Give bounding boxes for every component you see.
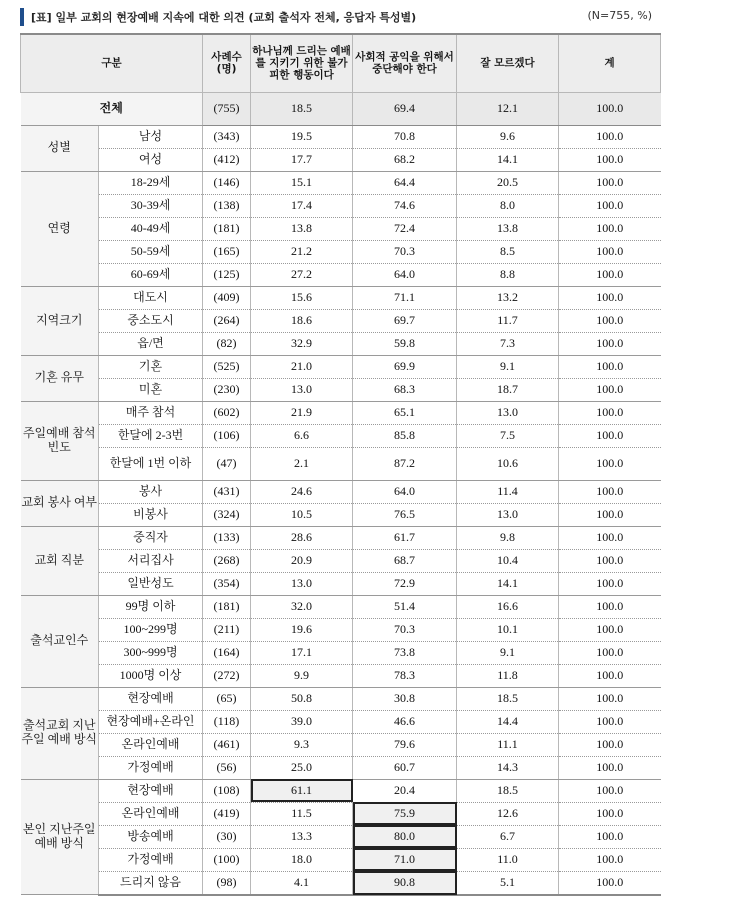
- cell-sample-size: (461): [203, 733, 251, 756]
- group-label: 교회 봉사 여부: [21, 480, 99, 526]
- cell-value-dont-know: 7.5: [457, 424, 559, 447]
- cell-value-should-stop: 76.5: [353, 503, 457, 526]
- row-label: 현장예배: [99, 687, 203, 710]
- total-value-sum: 100.0: [559, 92, 661, 125]
- table-row: [21, 802, 661, 825]
- cell-value-unavoidable: 4.1: [251, 871, 353, 895]
- cell-value-sum: 100.0: [559, 125, 661, 148]
- table-row: [21, 194, 661, 217]
- cell-value-should-stop: 75.9: [353, 802, 457, 825]
- row-label: 중직자: [99, 526, 203, 549]
- cell-sample-size: (118): [203, 710, 251, 733]
- cell-sample-size: (100): [203, 848, 251, 871]
- cell-value-unavoidable: 2.1: [251, 447, 353, 480]
- group-label: 교회 직분: [21, 526, 99, 595]
- table-row: [21, 549, 661, 572]
- cell-value-sum: 100.0: [559, 825, 661, 848]
- cell-sample-size: (133): [203, 526, 251, 549]
- row-label: 18-29세: [99, 171, 203, 194]
- cell-value-should-stop: 90.8: [353, 871, 457, 895]
- row-label: 미혼: [99, 378, 203, 401]
- table-row: [21, 848, 661, 871]
- table-row: [21, 641, 661, 664]
- row-label: 현장예배: [99, 779, 203, 802]
- row-label: 온라인예배: [99, 733, 203, 756]
- header-total: 계: [559, 34, 661, 92]
- table-row: [21, 733, 661, 756]
- cell-value-sum: 100.0: [559, 779, 661, 802]
- cell-value-unavoidable: 24.6: [251, 480, 353, 503]
- cell-value-sum: 100.0: [559, 401, 661, 424]
- table-row: [21, 332, 661, 355]
- caption-accent-bar: [20, 8, 24, 26]
- total-row: [21, 92, 661, 125]
- table-row: [21, 286, 661, 309]
- cell-value-sum: 100.0: [559, 309, 661, 332]
- cell-sample-size: (431): [203, 480, 251, 503]
- cell-value-should-stop: 78.3: [353, 664, 457, 687]
- cell-value-unavoidable: 13.3: [251, 825, 353, 848]
- cell-sample-size: (138): [203, 194, 251, 217]
- cell-value-sum: 100.0: [559, 549, 661, 572]
- cell-value-unavoidable: 11.5: [251, 802, 353, 825]
- cell-value-sum: 100.0: [559, 572, 661, 595]
- table-row: [21, 710, 661, 733]
- group-label: 기혼 유무: [21, 355, 99, 401]
- cell-value-should-stop: 60.7: [353, 756, 457, 779]
- cell-value-should-stop: 69.7: [353, 309, 457, 332]
- cell-sample-size: (272): [203, 664, 251, 687]
- row-label: 30-39세: [99, 194, 203, 217]
- row-label: 1000명 이상: [99, 664, 203, 687]
- cell-value-sum: 100.0: [559, 263, 661, 286]
- cell-value-dont-know: 13.0: [457, 401, 559, 424]
- row-label: 한달에 1번 이하: [99, 447, 203, 480]
- row-label: 서리집사: [99, 549, 203, 572]
- header-option-should-stop: 사회적 공익을 위해서 중단해야 한다: [353, 34, 457, 92]
- cell-value-should-stop: 71.0: [353, 848, 457, 871]
- table-row: [21, 595, 661, 618]
- total-value-unavoidable: 18.5: [251, 92, 353, 125]
- cell-value-dont-know: 14.4: [457, 710, 559, 733]
- cell-value-unavoidable: 21.0: [251, 355, 353, 378]
- cell-value-should-stop: 65.1: [353, 401, 457, 424]
- cell-value-dont-know: 11.7: [457, 309, 559, 332]
- cell-value-dont-know: 14.1: [457, 148, 559, 171]
- cell-value-should-stop: 80.0: [353, 825, 457, 848]
- cell-value-unavoidable: 27.2: [251, 263, 353, 286]
- table-title: [표] 일부 교회의 현장예배 지속에 대한 의견 (교회 출석자 전체, 응답자 특성별): [31, 11, 417, 24]
- cell-sample-size: (354): [203, 572, 251, 595]
- cell-value-sum: 100.0: [559, 802, 661, 825]
- table-row: [21, 572, 661, 595]
- row-label: 방송예배: [99, 825, 203, 848]
- cell-value-dont-know: 14.1: [457, 572, 559, 595]
- table-row: [21, 355, 661, 378]
- cell-sample-size: (164): [203, 641, 251, 664]
- cell-value-unavoidable: 32.9: [251, 332, 353, 355]
- cell-value-unavoidable: 6.6: [251, 424, 353, 447]
- cell-value-should-stop: 51.4: [353, 595, 457, 618]
- cell-sample-size: (230): [203, 378, 251, 401]
- cell-value-sum: 100.0: [559, 171, 661, 194]
- cell-value-sum: 100.0: [559, 447, 661, 480]
- cell-sample-size: (65): [203, 687, 251, 710]
- group-label: 출석교인수: [21, 595, 99, 687]
- cell-sample-size: (409): [203, 286, 251, 309]
- row-label: 매주 참석: [99, 401, 203, 424]
- group-label: 본인 지난주일 예배 방식: [21, 779, 99, 895]
- cell-value-dont-know: 10.1: [457, 618, 559, 641]
- table-row: [21, 756, 661, 779]
- table-row: [21, 503, 661, 526]
- cell-value-dont-know: 18.5: [457, 779, 559, 802]
- cell-value-unavoidable: 39.0: [251, 710, 353, 733]
- cell-value-sum: 100.0: [559, 424, 661, 447]
- cell-value-unavoidable: 17.1: [251, 641, 353, 664]
- cell-value-unavoidable: 50.8: [251, 687, 353, 710]
- cell-value-sum: 100.0: [559, 194, 661, 217]
- cell-value-sum: 100.0: [559, 503, 661, 526]
- row-label: 기혼: [99, 355, 203, 378]
- header-sample-size: 사례수 (명): [203, 34, 251, 92]
- cell-value-sum: 100.0: [559, 355, 661, 378]
- row-label: 가정예배: [99, 756, 203, 779]
- cell-value-should-stop: 71.1: [353, 286, 457, 309]
- cell-value-should-stop: 68.7: [353, 549, 457, 572]
- cell-sample-size: (324): [203, 503, 251, 526]
- cell-value-unavoidable: 10.5: [251, 503, 353, 526]
- total-label: 전체: [21, 92, 203, 125]
- cell-value-sum: 100.0: [559, 710, 661, 733]
- cell-value-sum: 100.0: [559, 733, 661, 756]
- cell-value-dont-know: 9.6: [457, 125, 559, 148]
- cell-value-sum: 100.0: [559, 848, 661, 871]
- table-row: [21, 424, 661, 447]
- cell-value-unavoidable: 17.4: [251, 194, 353, 217]
- cell-value-unavoidable: 21.9: [251, 401, 353, 424]
- cell-value-should-stop: 87.2: [353, 447, 457, 480]
- row-label: 중소도시: [99, 309, 203, 332]
- cell-value-sum: 100.0: [559, 641, 661, 664]
- cell-value-dont-know: 13.8: [457, 217, 559, 240]
- cell-sample-size: (106): [203, 424, 251, 447]
- cell-value-dont-know: 11.0: [457, 848, 559, 871]
- cell-value-should-stop: 68.2: [353, 148, 457, 171]
- table-row: [21, 148, 661, 171]
- row-label: 40-49세: [99, 217, 203, 240]
- cell-value-dont-know: 11.4: [457, 480, 559, 503]
- cell-value-unavoidable: 28.6: [251, 526, 353, 549]
- cell-value-dont-know: 18.7: [457, 378, 559, 401]
- table-row: [21, 618, 661, 641]
- cell-value-dont-know: 9.8: [457, 526, 559, 549]
- table-row: [21, 217, 661, 240]
- cell-value-unavoidable: 61.1: [251, 779, 353, 802]
- table-caption: [20, 8, 660, 26]
- cell-sample-size: (181): [203, 217, 251, 240]
- cell-value-dont-know: 11.1: [457, 733, 559, 756]
- row-label: 대도시: [99, 286, 203, 309]
- row-label: 60-69세: [99, 263, 203, 286]
- header-option-unavoidable: 하나님께 드리는 예배를 지키기 위한 불가피한 행동이다: [251, 34, 353, 92]
- table-row: [21, 309, 661, 332]
- cell-value-should-stop: 70.3: [353, 618, 457, 641]
- cell-value-dont-know: 16.6: [457, 595, 559, 618]
- cell-value-unavoidable: 13.8: [251, 217, 353, 240]
- cell-value-should-stop: 59.8: [353, 332, 457, 355]
- cell-value-dont-know: 5.1: [457, 871, 559, 895]
- cell-value-sum: 100.0: [559, 378, 661, 401]
- cell-value-dont-know: 7.3: [457, 332, 559, 355]
- table-row: [21, 779, 661, 802]
- table-row: [21, 526, 661, 549]
- cell-sample-size: (108): [203, 779, 251, 802]
- row-label: 300~999명: [99, 641, 203, 664]
- cell-value-sum: 100.0: [559, 526, 661, 549]
- cell-value-dont-know: 12.6: [457, 802, 559, 825]
- table-row: [21, 687, 661, 710]
- cell-value-should-stop: 70.3: [353, 240, 457, 263]
- cell-sample-size: (56): [203, 756, 251, 779]
- cell-value-dont-know: 10.4: [457, 549, 559, 572]
- row-label: 일반성도: [99, 572, 203, 595]
- row-label: 50-59세: [99, 240, 203, 263]
- cell-value-unavoidable: 13.0: [251, 378, 353, 401]
- row-label: 읍/면: [99, 332, 203, 355]
- table-row: [21, 171, 661, 194]
- cell-value-dont-know: 14.3: [457, 756, 559, 779]
- cell-value-unavoidable: 19.6: [251, 618, 353, 641]
- cell-value-dont-know: 18.5: [457, 687, 559, 710]
- table-row: [21, 378, 661, 401]
- cell-sample-size: (125): [203, 263, 251, 286]
- cell-sample-size: (412): [203, 148, 251, 171]
- row-label: 드리지 않음: [99, 871, 203, 895]
- row-label: 온라인예배: [99, 802, 203, 825]
- cell-sample-size: (98): [203, 871, 251, 895]
- cell-value-sum: 100.0: [559, 286, 661, 309]
- cell-sample-size: (525): [203, 355, 251, 378]
- cell-value-sum: 100.0: [559, 240, 661, 263]
- cell-sample-size: (47): [203, 447, 251, 480]
- cell-sample-size: (264): [203, 309, 251, 332]
- table-row: [21, 825, 661, 848]
- cell-value-dont-know: 13.0: [457, 503, 559, 526]
- cell-sample-size: (211): [203, 618, 251, 641]
- cell-sample-size: (146): [203, 171, 251, 194]
- table-row: [21, 664, 661, 687]
- cell-sample-size: (419): [203, 802, 251, 825]
- table-row: [21, 240, 661, 263]
- cell-value-should-stop: 61.7: [353, 526, 457, 549]
- total-value-should-stop: 69.4: [353, 92, 457, 125]
- header-option-dont-know: 잘 모르겠다: [457, 34, 559, 92]
- cell-value-should-stop: 72.9: [353, 572, 457, 595]
- cell-value-unavoidable: 21.2: [251, 240, 353, 263]
- cell-value-sum: 100.0: [559, 217, 661, 240]
- cell-value-dont-know: 9.1: [457, 641, 559, 664]
- table-row: [21, 871, 661, 895]
- row-label: 현장예배+온라인: [99, 710, 203, 733]
- cell-value-dont-know: 8.5: [457, 240, 559, 263]
- survey-results-table: [20, 33, 661, 896]
- cell-value-should-stop: 79.6: [353, 733, 457, 756]
- header-row: [21, 34, 661, 92]
- cell-value-dont-know: 8.8: [457, 263, 559, 286]
- cell-value-sum: 100.0: [559, 687, 661, 710]
- cell-sample-size: (165): [203, 240, 251, 263]
- cell-value-dont-know: 8.0: [457, 194, 559, 217]
- header-group: 구분: [21, 34, 203, 92]
- cell-value-should-stop: 30.8: [353, 687, 457, 710]
- total-value-dont-know: 12.1: [457, 92, 559, 125]
- cell-value-should-stop: 64.0: [353, 480, 457, 503]
- row-label: 99명 이하: [99, 595, 203, 618]
- cell-value-sum: 100.0: [559, 756, 661, 779]
- group-label: 주일예배 참석빈도: [21, 401, 99, 480]
- cell-value-unavoidable: 13.0: [251, 572, 353, 595]
- cell-value-should-stop: 64.0: [353, 263, 457, 286]
- cell-sample-size: (181): [203, 595, 251, 618]
- cell-value-dont-know: 20.5: [457, 171, 559, 194]
- cell-value-sum: 100.0: [559, 871, 661, 895]
- cell-value-should-stop: 74.6: [353, 194, 457, 217]
- cell-value-unavoidable: 18.6: [251, 309, 353, 332]
- cell-value-should-stop: 72.4: [353, 217, 457, 240]
- cell-value-unavoidable: 32.0: [251, 595, 353, 618]
- cell-value-unavoidable: 15.1: [251, 171, 353, 194]
- cell-value-should-stop: 85.8: [353, 424, 457, 447]
- cell-value-dont-know: 11.8: [457, 664, 559, 687]
- table-row: [21, 401, 661, 424]
- cell-sample-size: (82): [203, 332, 251, 355]
- group-label: 출석교회 지난주일 예배 방식: [21, 687, 99, 779]
- cell-value-dont-know: 6.7: [457, 825, 559, 848]
- cell-value-sum: 100.0: [559, 664, 661, 687]
- cell-value-unavoidable: 9.3: [251, 733, 353, 756]
- cell-value-unavoidable: 18.0: [251, 848, 353, 871]
- row-label: 가정예배: [99, 848, 203, 871]
- sample-size-note: (N=755, %): [587, 9, 652, 22]
- cell-value-should-stop: 46.6: [353, 710, 457, 733]
- table-row: [21, 125, 661, 148]
- row-label: 여성: [99, 148, 203, 171]
- table-row: [21, 263, 661, 286]
- cell-value-unavoidable: 20.9: [251, 549, 353, 572]
- cell-value-sum: 100.0: [559, 618, 661, 641]
- row-label: 봉사: [99, 480, 203, 503]
- cell-value-dont-know: 9.1: [457, 355, 559, 378]
- cell-value-should-stop: 64.4: [353, 171, 457, 194]
- cell-value-sum: 100.0: [559, 148, 661, 171]
- cell-value-unavoidable: 25.0: [251, 756, 353, 779]
- cell-value-unavoidable: 9.9: [251, 664, 353, 687]
- cell-value-should-stop: 20.4: [353, 779, 457, 802]
- cell-value-should-stop: 73.8: [353, 641, 457, 664]
- row-label: 한달에 2-3번: [99, 424, 203, 447]
- cell-value-unavoidable: 19.5: [251, 125, 353, 148]
- cell-sample-size: (30): [203, 825, 251, 848]
- cell-value-should-stop: 68.3: [353, 378, 457, 401]
- row-label: 비봉사: [99, 503, 203, 526]
- cell-value-should-stop: 70.8: [353, 125, 457, 148]
- cell-value-unavoidable: 15.6: [251, 286, 353, 309]
- row-label: 남성: [99, 125, 203, 148]
- cell-value-unavoidable: 17.7: [251, 148, 353, 171]
- group-label: 연령: [21, 171, 99, 286]
- table-row: [21, 447, 661, 480]
- total-sample-size: (755): [203, 92, 251, 125]
- group-label: 성별: [21, 125, 99, 171]
- cell-value-sum: 100.0: [559, 480, 661, 503]
- cell-value-sum: 100.0: [559, 595, 661, 618]
- group-label: 지역크기: [21, 286, 99, 355]
- cell-value-dont-know: 13.2: [457, 286, 559, 309]
- cell-sample-size: (602): [203, 401, 251, 424]
- cell-value-dont-know: 10.6: [457, 447, 559, 480]
- cell-sample-size: (343): [203, 125, 251, 148]
- cell-value-sum: 100.0: [559, 332, 661, 355]
- row-label: 100~299명: [99, 618, 203, 641]
- cell-sample-size: (268): [203, 549, 251, 572]
- cell-value-should-stop: 69.9: [353, 355, 457, 378]
- table-row: [21, 480, 661, 503]
